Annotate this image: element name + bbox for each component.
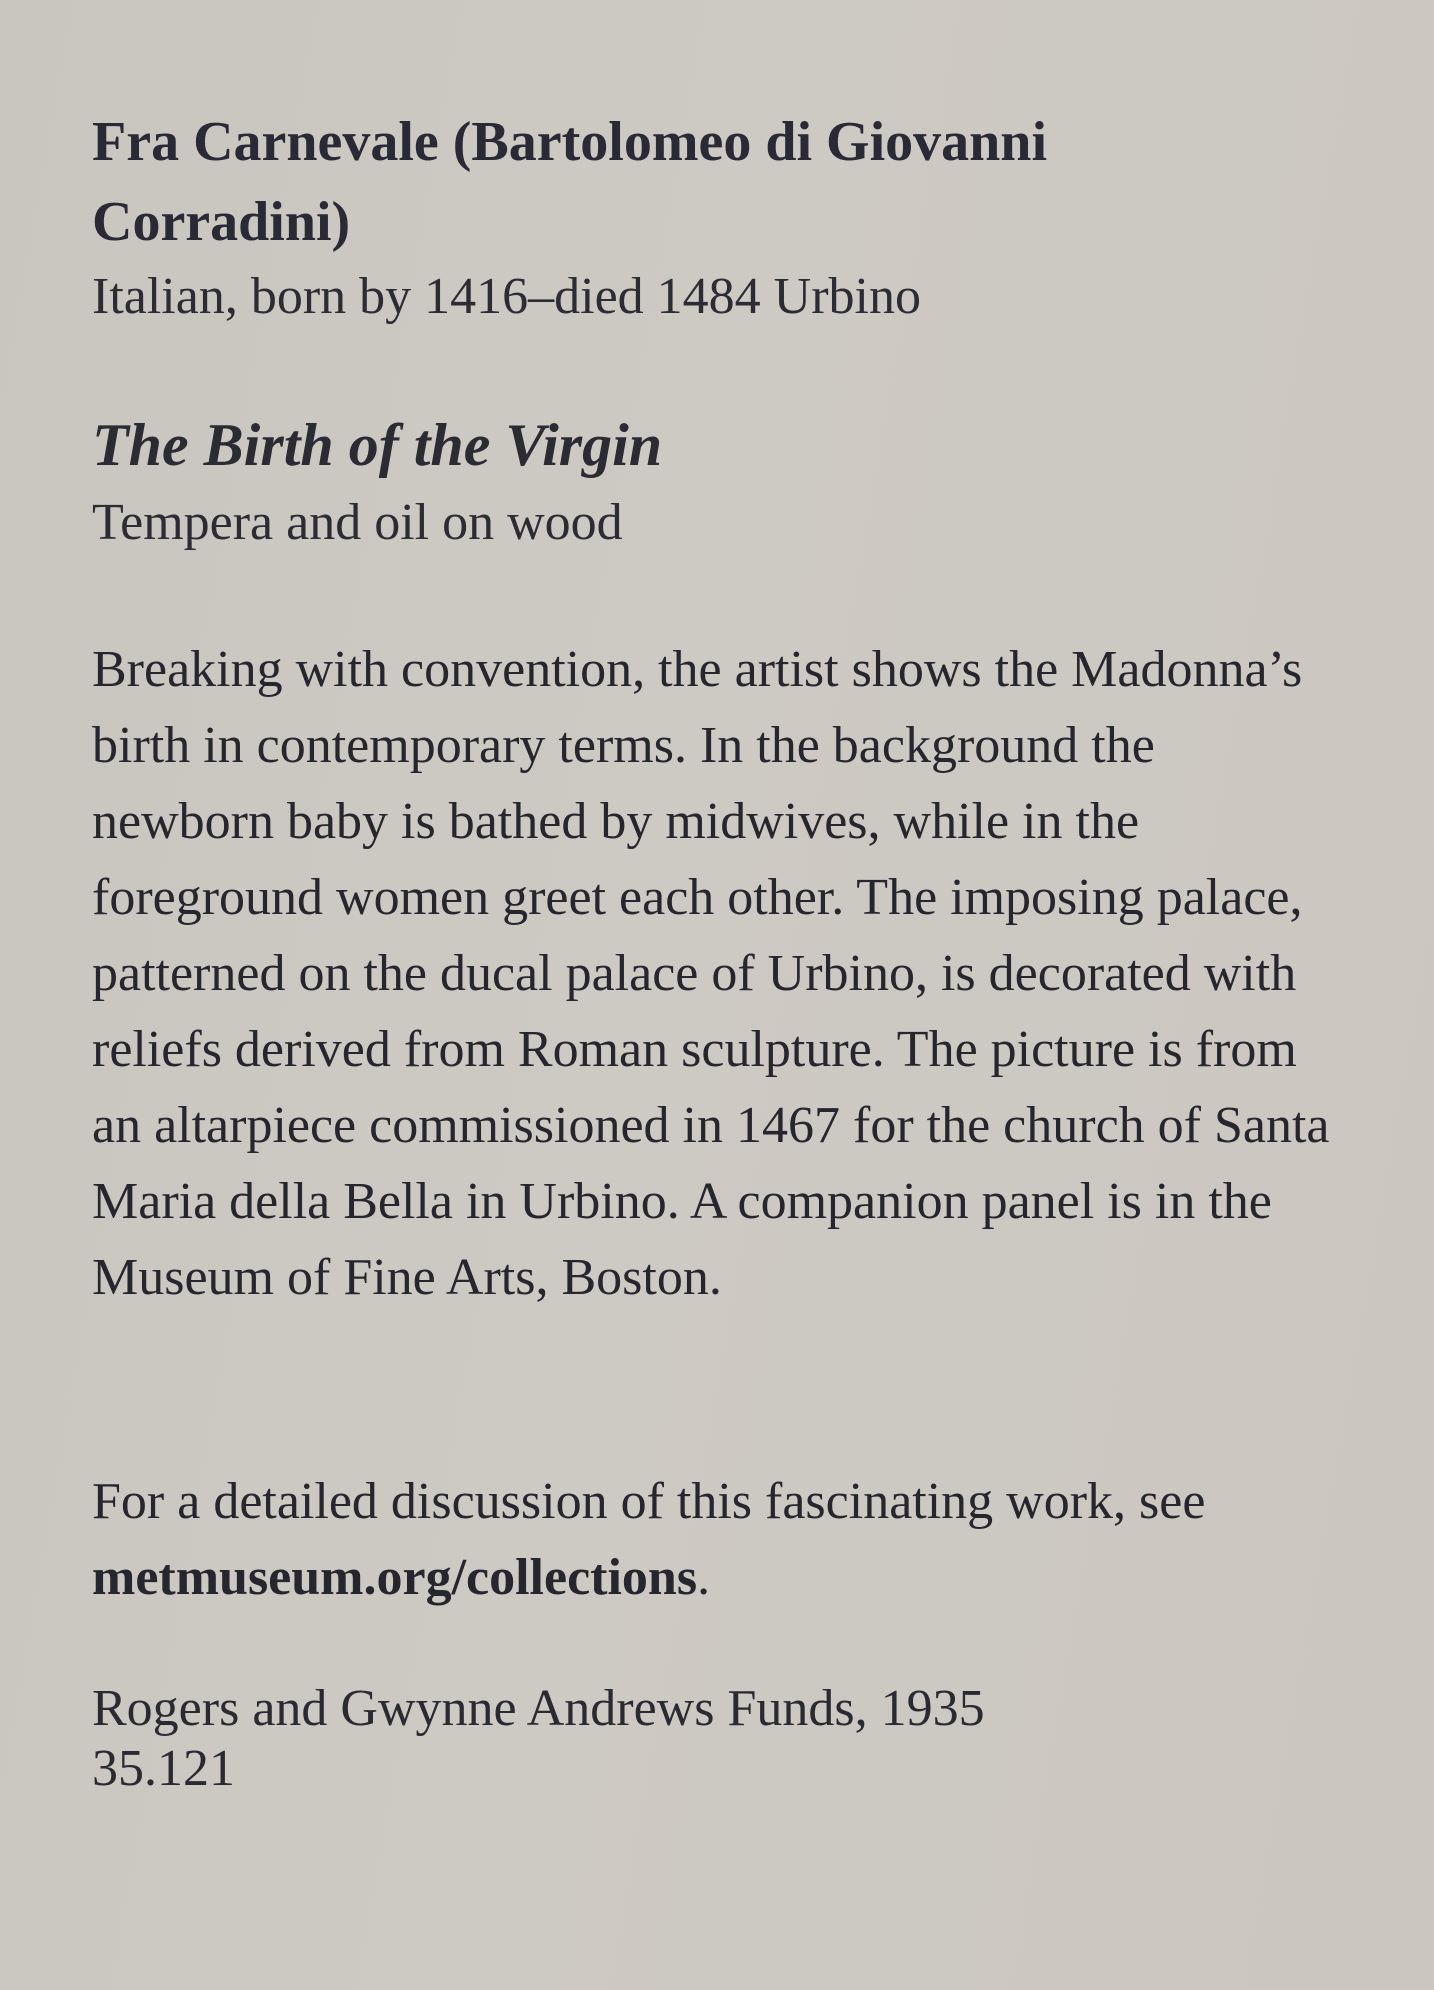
further-info-prefix: For a detailed discussion of this fascinating work, see <box>92 1473 1206 1530</box>
further-info-suffix: . <box>697 1549 711 1606</box>
artwork-description: Breaking with convention, the artist shows the Madonna’s birth in contemporary terms. In the background the newborn baby is bathed by midwives, while in the foreground women greet each other. The imposing palace, patterned on the ducal palace of Urbino, is decorated with reliefs derived from Roman sculpture. The picture is from an altarpiece commissioned in 1467 for the church of Santa Maria della Bella in Urbino. A companion panel is in the Museum of Fine Arts, Boston. <box>92 641 1330 1306</box>
collection-link[interactable]: metmuseum.org/collections <box>92 1549 698 1606</box>
artist-bio: Italian, born by 1416–died 1484 Urbino <box>92 268 921 325</box>
further-info <box>92 1464 1332 1616</box>
artist-name: Fra Carnevale (Bartolomeo di Giovanni Corradini) <box>92 111 1048 253</box>
credit-line: Rogers and Gwynne Andrews Funds, 1935 <box>92 1680 985 1737</box>
artwork-title: The Birth of the Virgin <box>92 412 663 478</box>
artwork-medium: Tempera and oil on wood <box>92 494 623 551</box>
accession-number: 35.121 <box>92 1740 235 1797</box>
